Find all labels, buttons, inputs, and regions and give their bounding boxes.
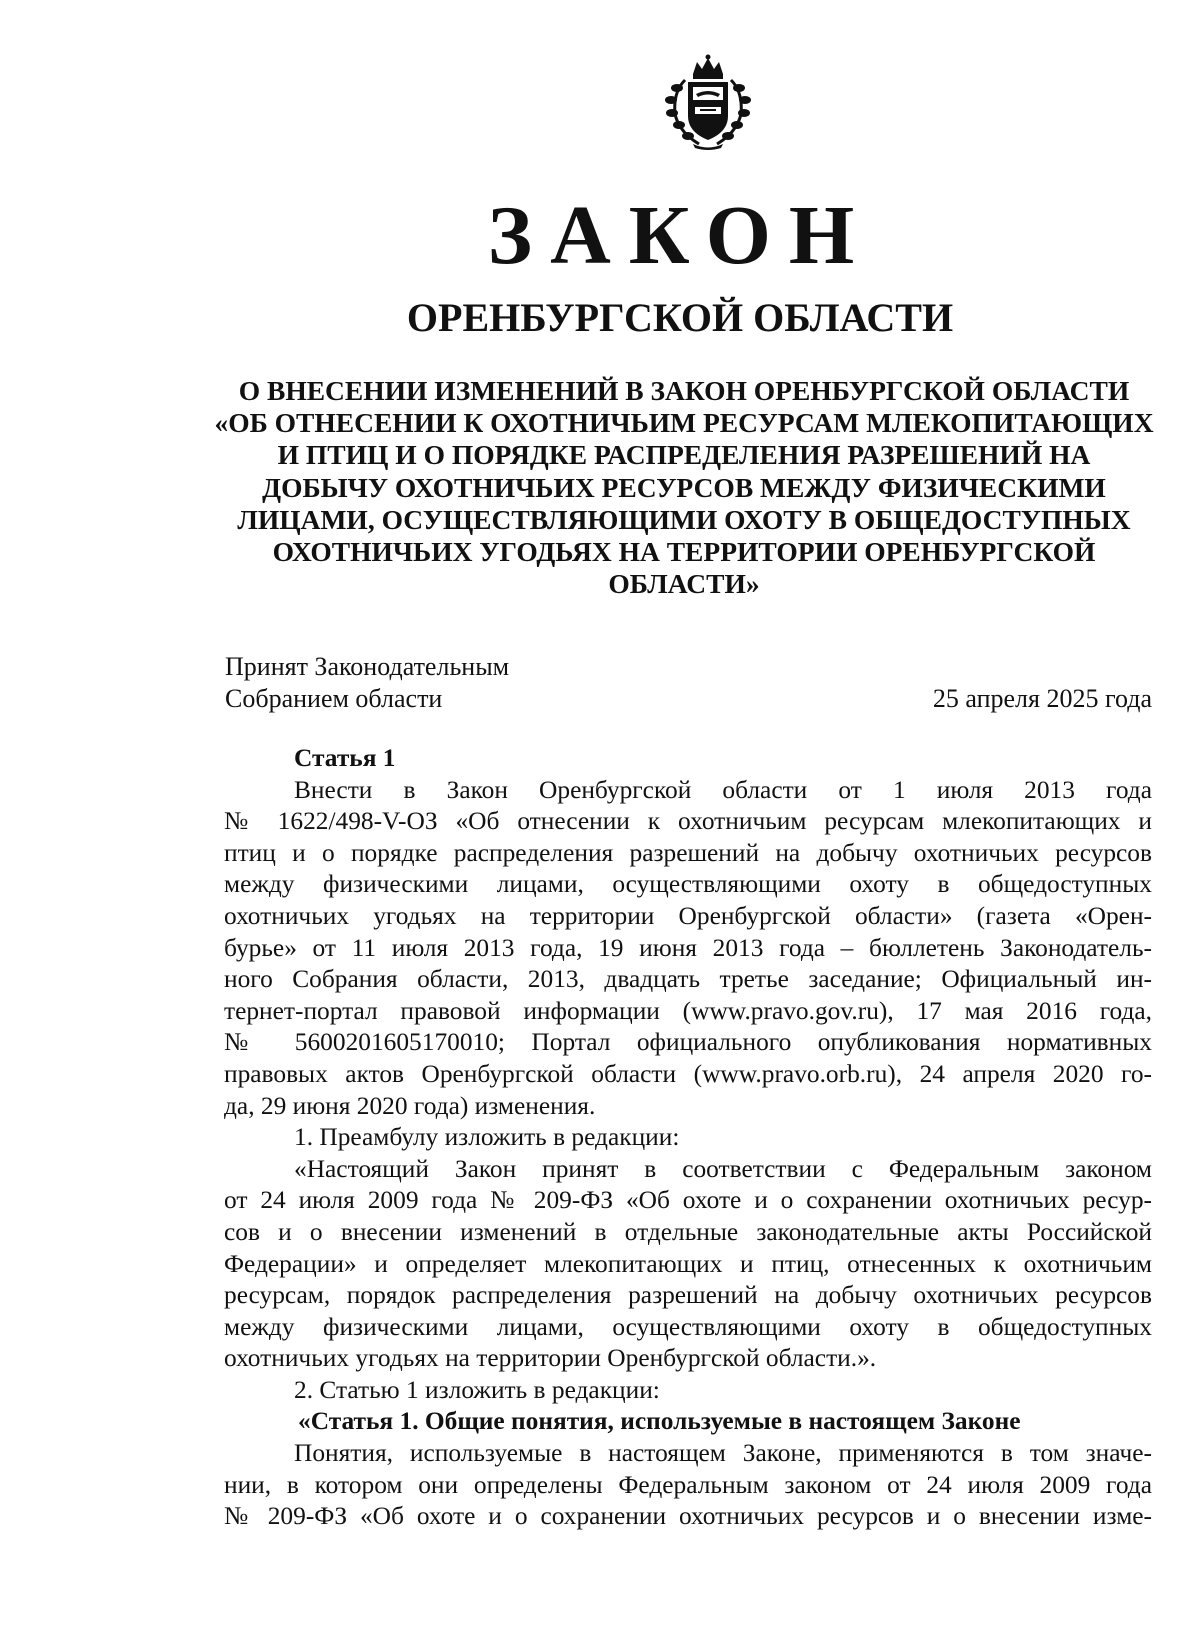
body-line: Понятия, используемые в настоящем Законе, применяются в том значе-: [294, 1439, 1152, 1468]
body-line: тернет-портал правовой информации (www.pravo.gov.ru), 17 мая 2016 года,: [224, 996, 1152, 1025]
document-body: [224, 743, 1152, 1533]
body-line: нии, в котором они определены Федеральным законом от 24 июля 2009 года: [224, 1470, 1152, 1499]
body-line: 1. Преамбулу изложить в редакции:: [294, 1123, 680, 1152]
adoption-line-2: Собранием области: [225, 684, 443, 713]
article-heading: Статья 1: [294, 744, 396, 772]
body-line: да, 29 июня 2020 года) изменения.: [224, 1091, 596, 1120]
body-line: охотничьих угодьях на территории Оренбургской области» (газета «Орен-: [224, 901, 1152, 930]
body-line: Внести в Закон Оренбургской области от 1 июля 2013 года: [294, 775, 1152, 804]
document-title: ЗАКОН: [487, 189, 873, 282]
body-line: ного Собрания области, 2013, двадцать третье заседание; Официальный ин-: [224, 965, 1152, 994]
body-line: правовых актов Оренбургской области (www.pravo.orb.ru), 24 апреля 2020 го-: [224, 1059, 1152, 1088]
body-line: между физическими лицами, осуществляющими охоту в общедоступных: [224, 870, 1152, 899]
body-line: сов и о внесении изменений в отдельные законодательные акты Российской: [224, 1217, 1152, 1246]
subject-line: «ОБ ОТНЕСЕНИИ К ОХОТНИЧЬИМ РЕСУРСАМ МЛЕКОПИТАЮЩИХ: [214, 407, 1154, 439]
body-line: ресурсам, порядок распределения разрешений на добычу охотничьих ресурсов: [224, 1281, 1152, 1310]
body-line: Федерации» и определяет млекопитающих и птиц, отнесенных к охотничьим: [224, 1249, 1152, 1278]
subject-line: И ПТИЦ И О ПОРЯДКЕ РАСПРЕДЕЛЕНИЯ РАЗРЕШЕНИЙ НА: [277, 439, 1091, 471]
body-line: 2. Статью 1 изложить в редакции:: [294, 1375, 660, 1404]
body-line: № 5600201605170010; Портал официального опубликования нормативных: [224, 1028, 1152, 1057]
body-line: между физическими лицами, осуществляющими охоту в общедоступных: [224, 1312, 1152, 1341]
article-1-heading: «Статья 1. Общие понятия, используемые в настоящем Законе: [298, 1407, 1021, 1436]
body-line: «Настоящий Закон принят в соответствии с Федеральным законом: [294, 1154, 1152, 1183]
document-region: ОРЕНБУРГСКОЙ ОБЛАСТИ: [406, 295, 954, 340]
body-line: № 209-ФЗ «Об охоте и о сохранении охотничьих ресурсов и о внесении изме-: [224, 1502, 1152, 1531]
body-line: охотничьих угодьях на территории Оренбургской области.».: [224, 1344, 877, 1373]
body-line: от 24 июля 2009 года № 209-ФЗ «Об охоте и о сохранении охотничьих ресур-: [224, 1186, 1152, 1215]
law-subject: [210, 375, 1158, 600]
subject-line: ДОБЫЧУ ОХОТНИЧЬИХ РЕСУРСОВ МЕЖДУ ФИЗИЧЕСКИМИ: [262, 471, 1106, 503]
body-line: бурье» от 11 июля 2013 года, 19 июня 2013 года – бюллетень Законодатель-: [224, 933, 1152, 962]
subject-line: ОХОТНИЧЬИХ УГОДЬЯХ НА ТЕРРИТОРИИ ОРЕНБУРГСКОЙ: [272, 536, 1096, 568]
body-line: № 1622/498-V-ОЗ «Об отнесении к охотничьим ресурсам млекопитающих и: [224, 807, 1152, 836]
subject-line: ОБЛАСТИ»: [608, 568, 760, 600]
adoption-line-1: Принят Законодательным: [225, 652, 510, 681]
body-line: птиц и о порядке распределения разрешений на добычу охотничьих ресурсов: [224, 838, 1152, 867]
adoption-note: [225, 651, 509, 715]
subject-line: ЛИЦАМИ, ОСУЩЕСТВЛЯЮЩИМИ ОХОТУ В ОБЩЕДОСТУПНЫХ: [237, 503, 1131, 535]
subject-line: О ВНЕСЕНИИ ИЗМЕНЕНИЙ В ЗАКОН ОРЕНБУРГСКОЙ ОБЛАСТИ: [238, 375, 1130, 406]
adoption-date: 25 апреля 2025 года: [932, 684, 1152, 713]
coat-of-arms-icon: [655, 52, 761, 152]
